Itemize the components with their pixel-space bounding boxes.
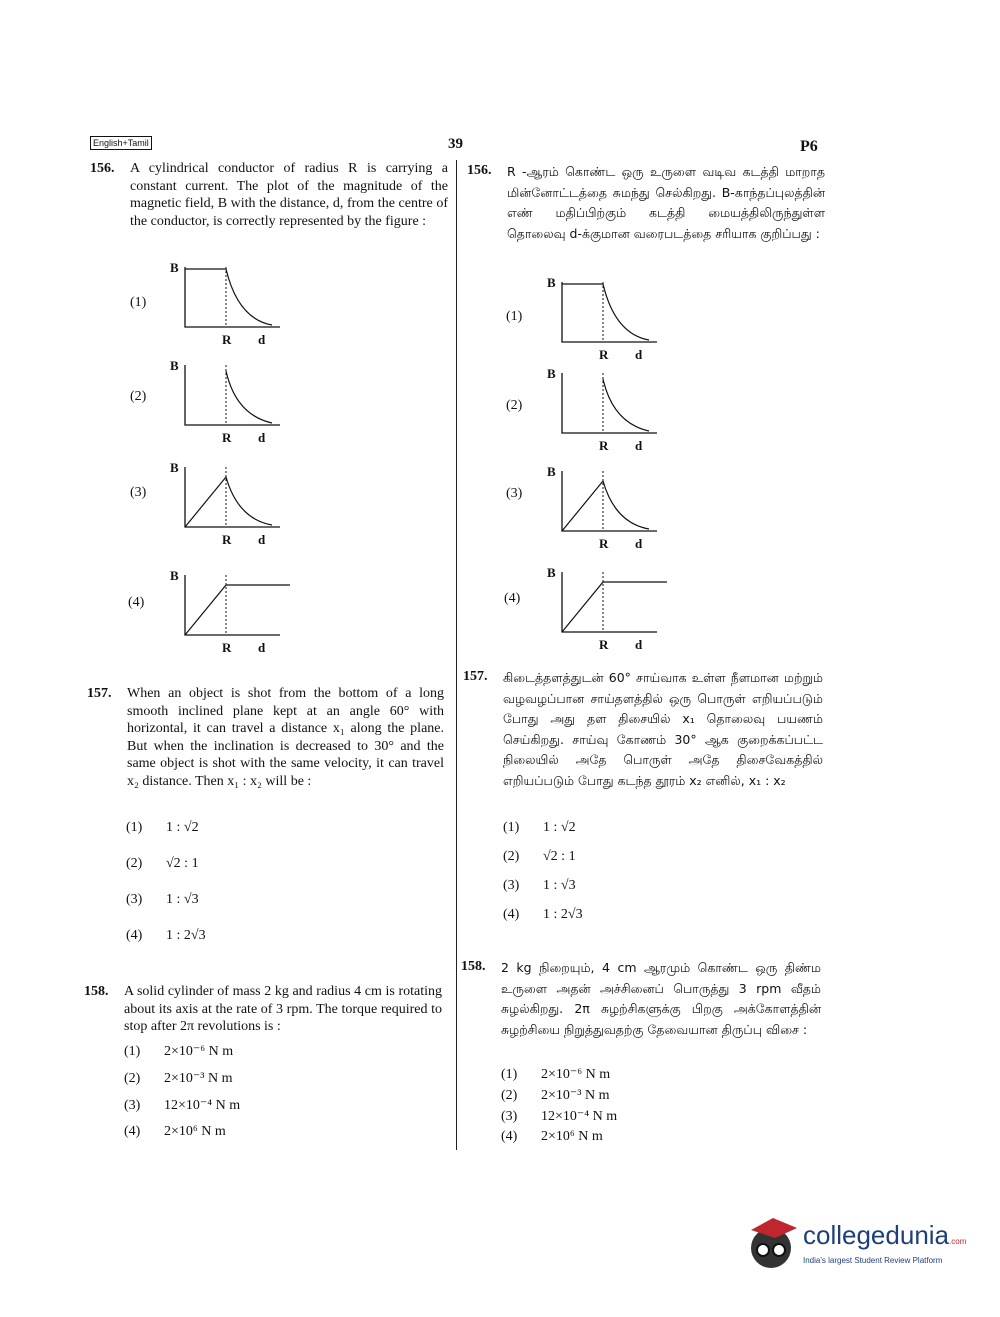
axis-label-r: R xyxy=(599,637,609,652)
option-3[interactable]: (3) xyxy=(506,486,523,501)
option-3[interactable]: (3) 12×10⁻⁴ N m xyxy=(501,1109,618,1124)
question-text: கிடைத்தளத்துடன் 60° சாய்வாக உள்ள நீளமான மற்றும் வழவழப்பான சாய்தளத்தில் ஒரு பொருள் எறியப்படும் போது அது தள திசையில் x₁ தொலைவு பயணம் செய்கிறது. சாய்வு கோணம் 30° ஆக குறைக்கப்பட்ட நிலையில் அதே பொருள் அதே திசைவேகத்தில் எறியப்படும் போது கடந்த தூரம் x₂ எனில், x₁ : x₂ xyxy=(503,670,823,788)
graph-zero-then-decay xyxy=(170,360,295,457)
graph-axes xyxy=(185,365,280,425)
option-3[interactable]: (3) 1 : √3 xyxy=(503,878,576,893)
graph-axes xyxy=(185,267,280,327)
field-curve xyxy=(185,585,290,635)
axis-label-b: B xyxy=(547,565,556,580)
question-number: 157. xyxy=(87,686,112,701)
logo-tagline: India's largest Student Review Platform xyxy=(803,1256,943,1265)
graph-axes xyxy=(562,471,657,531)
graph-linear-then-decay xyxy=(547,466,672,563)
column-divider xyxy=(456,160,457,1150)
question-158-en xyxy=(84,983,442,1036)
question-number: 158. xyxy=(84,984,109,999)
axis-label-r: R xyxy=(222,332,232,347)
option-4[interactable]: (4) 2×10⁶ N m xyxy=(501,1129,603,1144)
question-156-en xyxy=(90,160,448,230)
question-text: 2 kg நிறையும், 4 cm ஆரமும் கொண்ட ஒரு திண்ம உருளை அதன் அச்சினைப் பொருத்து 3 rpm வீதம் சுழல்கிறது. 2π சுழற்சிகளுக்கு பிறகு அக்கோளத்தின் சுழற்சியை நிறுத்துவதற்கு தேவையான திருப்பு விசை : xyxy=(501,960,821,1037)
option-3[interactable]: (3) 1 : √3 xyxy=(126,892,199,907)
option-3[interactable]: (3) xyxy=(130,485,147,500)
graph-constant-then-decay xyxy=(170,262,295,359)
graph-axes xyxy=(185,467,280,527)
graph-linear-then-decay xyxy=(170,462,295,559)
axis-label-r: R xyxy=(599,347,609,362)
axis-label-d: d xyxy=(635,536,643,551)
axis-label-b: B xyxy=(547,464,556,479)
option-1[interactable]: (1) 2×10⁻⁶ N m xyxy=(501,1067,611,1082)
axis-label-b: B xyxy=(170,260,179,275)
option-1[interactable]: (1) xyxy=(130,295,147,310)
option-4[interactable]: (4) 2×10⁶ N m xyxy=(124,1124,226,1139)
axis-label-d: d xyxy=(258,332,266,347)
logo-tld: .com xyxy=(949,1237,967,1246)
options-157-ta xyxy=(503,820,583,936)
axis-label-r: R xyxy=(599,438,609,453)
field-curve xyxy=(562,582,667,632)
question-number: 158. xyxy=(461,959,486,974)
question-number: 156. xyxy=(90,161,115,176)
field-curve xyxy=(603,379,649,431)
page-number: 39 xyxy=(448,136,463,152)
graph-zero-then-decay xyxy=(547,368,672,465)
language-tag: English+Tamil xyxy=(90,136,152,150)
axis-label-b: B xyxy=(170,568,179,583)
graph-axes xyxy=(562,572,657,632)
question-number: 156. xyxy=(467,163,492,178)
axis-label-r: R xyxy=(222,430,232,445)
option-4[interactable]: (4) xyxy=(504,591,521,606)
option-4[interactable]: (4) 1 : 2√3 xyxy=(126,928,206,943)
axis-label-d: d xyxy=(258,640,266,655)
axis-label-b: B xyxy=(547,275,556,290)
axis-label-r: R xyxy=(222,640,232,655)
option-2[interactable]: (2) √2 : 1 xyxy=(126,856,199,871)
axis-label-d: d xyxy=(258,430,266,445)
option-2[interactable]: (2) √2 : 1 xyxy=(503,849,576,864)
axis-label-d: d xyxy=(635,347,643,362)
axis-label-b: B xyxy=(547,366,556,381)
axis-label-b: B xyxy=(170,460,179,475)
collegedunia-logo xyxy=(745,1212,966,1274)
field-curve xyxy=(185,269,272,325)
logo-name: collegedunia xyxy=(803,1220,950,1250)
question-157-en xyxy=(87,685,444,790)
axis-label-d: d xyxy=(258,532,266,547)
option-1[interactable]: (1) 1 : √2 xyxy=(126,820,199,835)
question-text: A solid cylinder of mass 2 kg and radius 4 cm is rotating about its axis at the rate of 3 rpm. The torque required to stop after 2π revolutions is : xyxy=(124,984,442,1034)
option-4[interactable]: (4) xyxy=(128,595,145,610)
option-1[interactable]: (1) 2×10⁻⁶ N m xyxy=(124,1044,234,1059)
graph-axes xyxy=(562,282,657,342)
graph-linear-then-constant xyxy=(170,570,295,667)
field-curve xyxy=(226,371,272,423)
mascot-icon xyxy=(745,1212,801,1274)
option-4[interactable]: (4) 1 : 2√3 xyxy=(503,907,583,922)
paper-code: P6 xyxy=(800,138,818,155)
field-curve xyxy=(185,477,272,527)
options-157-en xyxy=(126,820,206,964)
question-text: A cylindrical conductor of radius R is carrying a constant current. The plot of the magnitude of the magnetic field, B with the distance, d, from the centre of the conductor, is correctly represented by the figure : xyxy=(130,161,448,229)
option-1[interactable]: (1) xyxy=(506,309,523,324)
axis-label-d: d xyxy=(635,637,643,652)
option-2[interactable]: (2) xyxy=(130,389,147,404)
option-3[interactable]: (3) 12×10⁻⁴ N m xyxy=(124,1098,241,1113)
field-curve xyxy=(562,481,649,531)
axis-label-r: R xyxy=(599,536,609,551)
option-2[interactable]: (2) 2×10⁻³ N m xyxy=(124,1071,233,1086)
question-text: R -ஆரம் கொண்ட ஒரு உருளை வடிவ கடத்தி மாறாத மின்னோட்டத்தை சுமந்து செல்கிறது. B-காந்தப்புலத்தின் எண் மதிப்பிற்கும் கடத்தி மையத்திலிருந்துள்ள தொலைவு d-க்குமான வரைபடத்தை சரியாக குறிப்பது : xyxy=(507,164,825,241)
graph-axes xyxy=(562,373,657,433)
option-1[interactable]: (1) 1 : √2 xyxy=(503,820,576,835)
axis-label-d: d xyxy=(635,438,643,453)
axis-label-r: R xyxy=(222,532,232,547)
option-2[interactable]: (2) xyxy=(506,398,523,413)
graph-constant-then-decay xyxy=(547,277,672,374)
option-2[interactable]: (2) 2×10⁻³ N m xyxy=(501,1088,610,1103)
options-158-en xyxy=(124,1043,240,1151)
graph-linear-then-constant xyxy=(547,567,672,664)
graph-axes xyxy=(185,575,280,635)
question-text: When an object is shot from the bottom of a long smooth inclined plane kept at an angle 60° with horizontal, it can travel a distance x₁ along the plane. But when the inclination is decreased to 30° and the same object is shot with the same velocity, it can travel x₂ distance. Then x₁ : x₂ will be : xyxy=(127,686,444,789)
question-158-ta xyxy=(461,958,821,1040)
options-158-ta xyxy=(501,1066,617,1150)
field-curve xyxy=(562,284,649,340)
axis-label-b: B xyxy=(170,358,179,373)
question-156-ta xyxy=(467,162,825,244)
question-157-ta xyxy=(463,668,823,791)
question-number: 157. xyxy=(463,669,488,684)
